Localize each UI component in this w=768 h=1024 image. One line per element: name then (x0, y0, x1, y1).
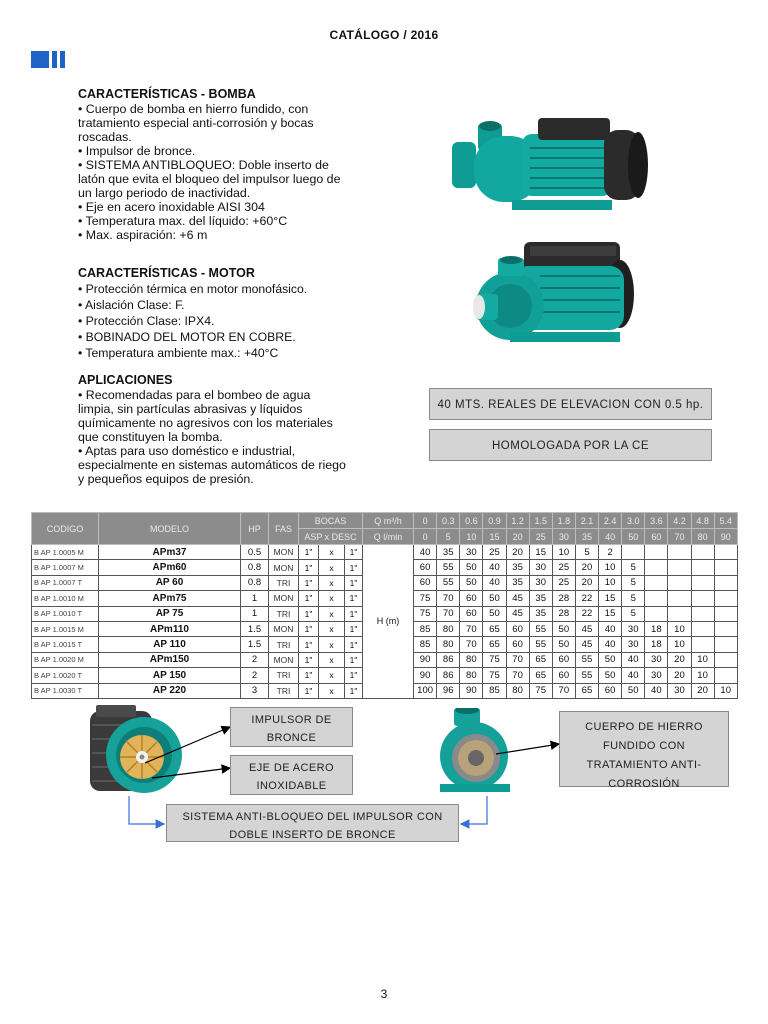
port-separator-cell: x (319, 606, 345, 621)
suction-port-cell: 1" (299, 575, 319, 590)
head-value-cell: 80 (437, 621, 460, 636)
callout-line: DOBLE INSERTO DE BRONCE (229, 829, 396, 841)
head-value-cell: 60 (506, 637, 529, 652)
product-code-cell: B AP 1.0020 M (32, 652, 99, 667)
head-value-cell: 20 (506, 545, 529, 560)
discharge-port-cell: 1" (345, 637, 363, 652)
head-value-cell (668, 606, 691, 621)
head-value-cell (714, 637, 737, 652)
head-value-cell: 60 (414, 560, 437, 575)
discharge-port-cell: 1" (345, 591, 363, 606)
head-value-cell (714, 545, 737, 560)
head-value-cell: 30 (645, 652, 668, 667)
head-value-cell: 18 (645, 637, 668, 652)
header-q-value: 0.9 (483, 513, 506, 529)
head-value-cell (691, 560, 714, 575)
table-row (32, 545, 738, 560)
head-value-cell: 70 (460, 637, 483, 652)
hp-cell: 1 (241, 606, 269, 621)
phase-cell: MON (269, 652, 299, 667)
head-value-cell: 60 (599, 683, 622, 698)
head-value-cell (645, 575, 668, 590)
head-value-cell: 18 (645, 621, 668, 636)
suction-port-cell: 1" (299, 560, 319, 575)
head-unit-cell: H (m) (363, 545, 414, 699)
head-value-cell: 20 (691, 683, 714, 698)
discharge-port-cell: 1" (345, 545, 363, 560)
head-value-cell: 70 (506, 668, 529, 683)
model-cell: APm150 (99, 652, 241, 667)
head-value-cell: 100 (414, 683, 437, 698)
header-bocas: BOCAS (299, 513, 363, 529)
motor-feature-item: • Temperatura ambiente max.: +40°C (78, 346, 279, 360)
head-value-cell: 60 (552, 652, 575, 667)
head-value-cell (714, 652, 737, 667)
head-value-cell: 80 (460, 652, 483, 667)
discharge-port-cell: 1" (345, 668, 363, 683)
applications-title: APLICACIONES (78, 373, 173, 387)
hp-cell: 2 (241, 652, 269, 667)
product-code-cell: B AP 1.0010 T (32, 606, 99, 621)
head-value-cell: 25 (552, 575, 575, 590)
head-value-cell: 65 (529, 652, 552, 667)
head-value-cell: 25 (552, 560, 575, 575)
phase-cell: MON (269, 591, 299, 606)
head-value-cell: 70 (552, 683, 575, 698)
head-value-cell (714, 606, 737, 621)
header-q-value: 0.6 (460, 513, 483, 529)
suction-port-cell: 1" (299, 668, 319, 683)
header-l-value: 50 (622, 529, 645, 545)
header-q-value: 5.4 (714, 513, 737, 529)
head-value-cell: 22 (575, 591, 598, 606)
hp-cell: 1 (241, 591, 269, 606)
catalog-title: CATÁLOGO / 2016 (329, 28, 439, 42)
header-codigo: CODIGO (32, 513, 99, 545)
pump-feature-item: • Impulsor de bronce. (78, 144, 196, 158)
head-value-cell: 75 (414, 591, 437, 606)
hp-cell: 0.8 (241, 575, 269, 590)
head-value-cell: 90 (414, 652, 437, 667)
callout-anti-lock-system (166, 804, 459, 842)
head-value-cell: 60 (506, 621, 529, 636)
discharge-port-cell: 1" (345, 606, 363, 621)
header-l-value: 5 (437, 529, 460, 545)
model-cell: AP 60 (99, 575, 241, 590)
callout-line: BRONCE (266, 732, 317, 744)
product-code-cell: B AP 1.0005 M (32, 545, 99, 560)
product-code-cell: B AP 1.0030 T (32, 683, 99, 698)
hp-cell: 2 (241, 668, 269, 683)
model-cell: APm75 (99, 591, 241, 606)
port-separator-cell: x (319, 575, 345, 590)
pump-feature-item: • Max. aspiración: +6 m (78, 228, 208, 242)
header-l-value: 40 (599, 529, 622, 545)
product-code-cell: B AP 1.0007 M (32, 560, 99, 575)
head-value-cell: 55 (437, 575, 460, 590)
header-q-value: 2.1 (575, 513, 598, 529)
motor-cutaway-image (82, 705, 187, 797)
head-value-cell (691, 591, 714, 606)
application-item: • Aptas para uso doméstico e industrial, especialmente en sistemas automáticos de riego y pequeños equipos de presión. (78, 444, 346, 486)
head-value-cell: 2 (599, 545, 622, 560)
head-value-cell: 20 (668, 652, 691, 667)
discharge-port-cell: 1" (345, 621, 363, 636)
product-code-cell: B AP 1.0015 T (32, 637, 99, 652)
head-value-cell: 55 (529, 637, 552, 652)
discharge-port-cell: 1" (345, 652, 363, 667)
port-separator-cell: x (319, 591, 345, 606)
head-value-cell (691, 545, 714, 560)
header-q-value: 2.4 (599, 513, 622, 529)
head-value-cell: 50 (622, 683, 645, 698)
phase-cell: MON (269, 545, 299, 560)
product-code-cell: B AP 1.0020 T (32, 668, 99, 683)
callout-line: INOXIDABLE (256, 780, 327, 792)
callout-line: EJE DE ACERO (249, 762, 334, 774)
header-q-value: 3.0 (622, 513, 645, 529)
head-value-cell: 5 (622, 606, 645, 621)
head-value-cell (691, 621, 714, 636)
header-fase: FAS (269, 513, 299, 545)
head-value-cell: 40 (622, 668, 645, 683)
head-value-cell: 60 (460, 591, 483, 606)
head-value-cell: 50 (599, 668, 622, 683)
port-separator-cell: x (319, 683, 345, 698)
head-value-cell: 30 (529, 575, 552, 590)
pump-front-view-image (470, 236, 642, 349)
head-value-cell: 10 (668, 621, 691, 636)
header-l-value: 0 (414, 529, 437, 545)
head-value-cell (645, 545, 668, 560)
head-value-cell: 35 (506, 575, 529, 590)
head-value-cell: 65 (483, 621, 506, 636)
head-value-cell (645, 606, 668, 621)
suction-port-cell: 1" (299, 652, 319, 667)
head-value-cell: 86 (437, 668, 460, 683)
head-value-cell: 5 (622, 591, 645, 606)
head-value-cell: 70 (506, 652, 529, 667)
model-cell: APm110 (99, 621, 241, 636)
head-value-cell: 65 (575, 683, 598, 698)
head-value-cell (668, 575, 691, 590)
head-value-cell: 45 (575, 621, 598, 636)
head-value-cell: 55 (575, 652, 598, 667)
suction-port-cell: 1" (299, 591, 319, 606)
header-l-value: 35 (575, 529, 598, 545)
pump-feature-item: • SISTEMA ANTIBLOQUEO: Doble inserto de latón que evita el bloqueo del impulsor luego de un largo periodo de inactividad. (78, 158, 341, 200)
head-value-cell: 86 (437, 652, 460, 667)
header-q-value: 1.8 (552, 513, 575, 529)
pump-feature-item: • Temperatura max. del líquido: +60°C (78, 214, 288, 228)
header-q-value: 1.5 (529, 513, 552, 529)
motor-feature-item: • Protección térmica en motor monofásico. (78, 282, 308, 296)
head-value-cell (714, 575, 737, 590)
motor-feature-item: • Protección Clase: IPX4. (78, 314, 215, 328)
header-l-value: 90 (714, 529, 737, 545)
head-value-cell: 40 (599, 637, 622, 652)
header-l-value: 60 (645, 529, 668, 545)
head-value-cell: 40 (414, 545, 437, 560)
head-value-cell: 20 (575, 575, 598, 590)
head-value-cell: 30 (460, 545, 483, 560)
head-value-cell: 30 (668, 683, 691, 698)
head-value-cell: 5 (622, 560, 645, 575)
head-value-cell (668, 591, 691, 606)
head-value-cell: 10 (691, 652, 714, 667)
head-value-cell: 75 (483, 668, 506, 683)
head-value-cell: 45 (575, 637, 598, 652)
callout-line: SISTEMA ANTI-BLOQUEO DEL IMPULSOR CON (182, 811, 443, 823)
head-value-cell: 30 (529, 560, 552, 575)
head-value-cell: 40 (645, 683, 668, 698)
model-cell: AP 110 (99, 637, 241, 652)
head-value-cell: 55 (529, 621, 552, 636)
head-value-cell: 35 (506, 560, 529, 575)
header-hp: HP (241, 513, 269, 545)
head-value-cell: 60 (460, 606, 483, 621)
header-q-value: 3.6 (645, 513, 668, 529)
header-q-value: 0.3 (437, 513, 460, 529)
head-value-cell: 45 (506, 591, 529, 606)
head-value-cell: 45 (506, 606, 529, 621)
hp-cell: 3 (241, 683, 269, 698)
head-value-cell: 40 (599, 621, 622, 636)
head-value-cell: 20 (668, 668, 691, 683)
hp-cell: 0.5 (241, 545, 269, 560)
head-value-cell: 50 (460, 560, 483, 575)
phase-cell: MON (269, 560, 299, 575)
head-value-cell: 55 (575, 668, 598, 683)
head-value-cell: 96 (437, 683, 460, 698)
suction-port-cell: 1" (299, 545, 319, 560)
head-value-cell: 25 (483, 545, 506, 560)
applications-section (78, 373, 348, 486)
head-value-cell: 90 (460, 683, 483, 698)
header-l-value: 20 (506, 529, 529, 545)
head-value-cell: 28 (552, 591, 575, 606)
suction-port-cell: 1" (299, 683, 319, 698)
header-q-value: 1.2 (506, 513, 529, 529)
discharge-port-cell: 1" (345, 683, 363, 698)
head-value-cell (645, 560, 668, 575)
callout-line: FUNDIDO CON (602, 740, 685, 752)
header-l-value: 10 (460, 529, 483, 545)
head-value-cell (691, 606, 714, 621)
head-value-cell (714, 668, 737, 683)
head-value-cell: 80 (460, 668, 483, 683)
head-value-cell: 35 (529, 606, 552, 621)
model-cell: APm37 (99, 545, 241, 560)
head-value-cell: 10 (599, 575, 622, 590)
discharge-port-cell: 1" (345, 575, 363, 590)
motor-features-section (78, 266, 348, 361)
head-value-cell: 15 (529, 545, 552, 560)
header-caudal-lmin: Q l/min (363, 529, 414, 545)
head-value-cell: 55 (437, 560, 460, 575)
callout-line: TRATAMIENTO ANTI- (586, 759, 702, 771)
hp-cell: 1.5 (241, 621, 269, 636)
header-modelo: MODELO (99, 513, 241, 545)
catalog-logo-mark (31, 51, 65, 68)
head-value-cell (668, 545, 691, 560)
header-q-value: 0 (414, 513, 437, 529)
head-value-cell: 85 (483, 683, 506, 698)
hp-cell: 1.5 (241, 637, 269, 652)
head-value-cell: 50 (460, 575, 483, 590)
suction-port-cell: 1" (299, 637, 319, 652)
model-cell: AP 75 (99, 606, 241, 621)
head-value-cell: 30 (645, 668, 668, 683)
pump-features-title: CARACTERÍSTICAS - BOMBA (78, 87, 256, 101)
head-value-cell (714, 591, 737, 606)
suction-port-cell: 1" (299, 606, 319, 621)
head-value-cell: 50 (552, 621, 575, 636)
ce-homologation-badge: HOMOLOGADA POR LA CE (429, 429, 712, 461)
head-value-cell: 75 (483, 652, 506, 667)
head-value-cell: 50 (599, 652, 622, 667)
port-separator-cell: x (319, 668, 345, 683)
head-value-cell: 80 (437, 637, 460, 652)
head-value-cell: 70 (437, 606, 460, 621)
pump-specification-table (31, 512, 738, 699)
port-separator-cell: x (319, 637, 345, 652)
header-l-value: 80 (691, 529, 714, 545)
head-value-cell: 30 (622, 621, 645, 636)
head-value-cell: 80 (506, 683, 529, 698)
head-value-cell: 90 (414, 668, 437, 683)
phase-cell: TRI (269, 668, 299, 683)
head-value-cell: 40 (483, 575, 506, 590)
head-value-cell (691, 575, 714, 590)
head-value-cell: 20 (575, 560, 598, 575)
head-value-cell: 22 (575, 606, 598, 621)
head-value-cell: 50 (552, 637, 575, 652)
callout-line: CUERPO DE HIERRO (585, 721, 703, 733)
phase-cell: TRI (269, 637, 299, 652)
phase-cell: TRI (269, 606, 299, 621)
port-separator-cell: x (319, 621, 345, 636)
model-cell: APm60 (99, 560, 241, 575)
head-value-cell: 65 (529, 668, 552, 683)
pump-feature-item: • Cuerpo de bomba en hierro fundido, con tratamiento especial anti-corrosión y bocas roscadas. (78, 102, 314, 144)
header-l-value: 70 (668, 529, 691, 545)
head-value-cell (714, 560, 737, 575)
hp-cell: 0.8 (241, 560, 269, 575)
port-separator-cell: x (319, 545, 345, 560)
header-l-value: 25 (529, 529, 552, 545)
head-value-cell: 15 (599, 606, 622, 621)
head-value-cell: 10 (668, 637, 691, 652)
pump-features-section (78, 87, 348, 242)
port-separator-cell: x (319, 652, 345, 667)
head-value-cell (622, 545, 645, 560)
head-value-cell (645, 591, 668, 606)
application-item: • Recomendadas para el bombeo de agua limpia, sin partículas abrasivas y líquidos químicamente no agresivos con los materiales que constituyen la bomba. (78, 388, 333, 444)
pump-side-view-image (452, 112, 667, 217)
pump-body-image (436, 708, 514, 793)
head-value-cell: 35 (529, 591, 552, 606)
head-value-cell: 65 (483, 637, 506, 652)
head-value-cell: 75 (414, 606, 437, 621)
header-caudal-m3h: Q m³/h (363, 513, 414, 529)
product-code-cell: B AP 1.0015 M (32, 621, 99, 636)
port-separator-cell: x (319, 560, 345, 575)
discharge-port-cell: 1" (345, 560, 363, 575)
header-l-value: 15 (483, 529, 506, 545)
motor-feature-item: • BOBINADO DEL MOTOR EN COBRE. (78, 330, 296, 344)
head-value-cell: 75 (529, 683, 552, 698)
head-value-cell: 40 (483, 560, 506, 575)
head-value-cell: 10 (599, 560, 622, 575)
callout-pump-body (559, 711, 729, 790)
head-value-cell: 60 (414, 575, 437, 590)
callout-impeller (230, 707, 353, 747)
head-value-cell (668, 560, 691, 575)
pump-feature-item: • Eje en acero inoxidable AISI 304 (78, 200, 265, 214)
motor-features-title: CARACTERÍSTICAS - MOTOR (78, 266, 255, 280)
table-header-row (32, 513, 738, 529)
head-value-cell: 28 (552, 606, 575, 621)
product-code-cell: B AP 1.0010 M (32, 591, 99, 606)
header-q-value: 4.8 (691, 513, 714, 529)
head-value-cell: 30 (622, 637, 645, 652)
model-cell: AP 150 (99, 668, 241, 683)
head-value-cell: 50 (483, 591, 506, 606)
callout-shaft (230, 755, 353, 795)
model-cell: AP 220 (99, 683, 241, 698)
head-value-cell: 50 (483, 606, 506, 621)
head-value-cell: 15 (599, 591, 622, 606)
suction-port-cell: 1" (299, 621, 319, 636)
head-value-cell: 70 (437, 591, 460, 606)
elevation-badge: 40 MTS. REALES DE ELEVACION CON 0.5 hp. (429, 388, 712, 420)
head-value-cell: 5 (622, 575, 645, 590)
header-q-value: 4.2 (668, 513, 691, 529)
phase-cell: TRI (269, 575, 299, 590)
head-value-cell: 10 (691, 668, 714, 683)
head-value-cell (691, 637, 714, 652)
callout-line: IMPULSOR DE (251, 714, 332, 726)
head-value-cell (714, 621, 737, 636)
phase-cell: TRI (269, 683, 299, 698)
phase-cell: MON (269, 621, 299, 636)
head-value-cell: 85 (414, 621, 437, 636)
head-value-cell: 40 (622, 652, 645, 667)
header-l-value: 30 (552, 529, 575, 545)
head-value-cell: 10 (552, 545, 575, 560)
head-value-cell: 60 (552, 668, 575, 683)
head-value-cell: 85 (414, 637, 437, 652)
head-value-cell: 5 (575, 545, 598, 560)
motor-feature-item: • Aislación Clase: F. (78, 298, 185, 312)
callout-line: CORROSIÓN (608, 778, 680, 790)
head-value-cell: 70 (460, 621, 483, 636)
product-code-cell: B AP 1.0007 T (32, 575, 99, 590)
header-bocas-sub: ASP x DESC (299, 529, 363, 545)
head-value-cell: 35 (437, 545, 460, 560)
head-value-cell: 10 (714, 683, 737, 698)
page-number: 3 (380, 987, 388, 1001)
